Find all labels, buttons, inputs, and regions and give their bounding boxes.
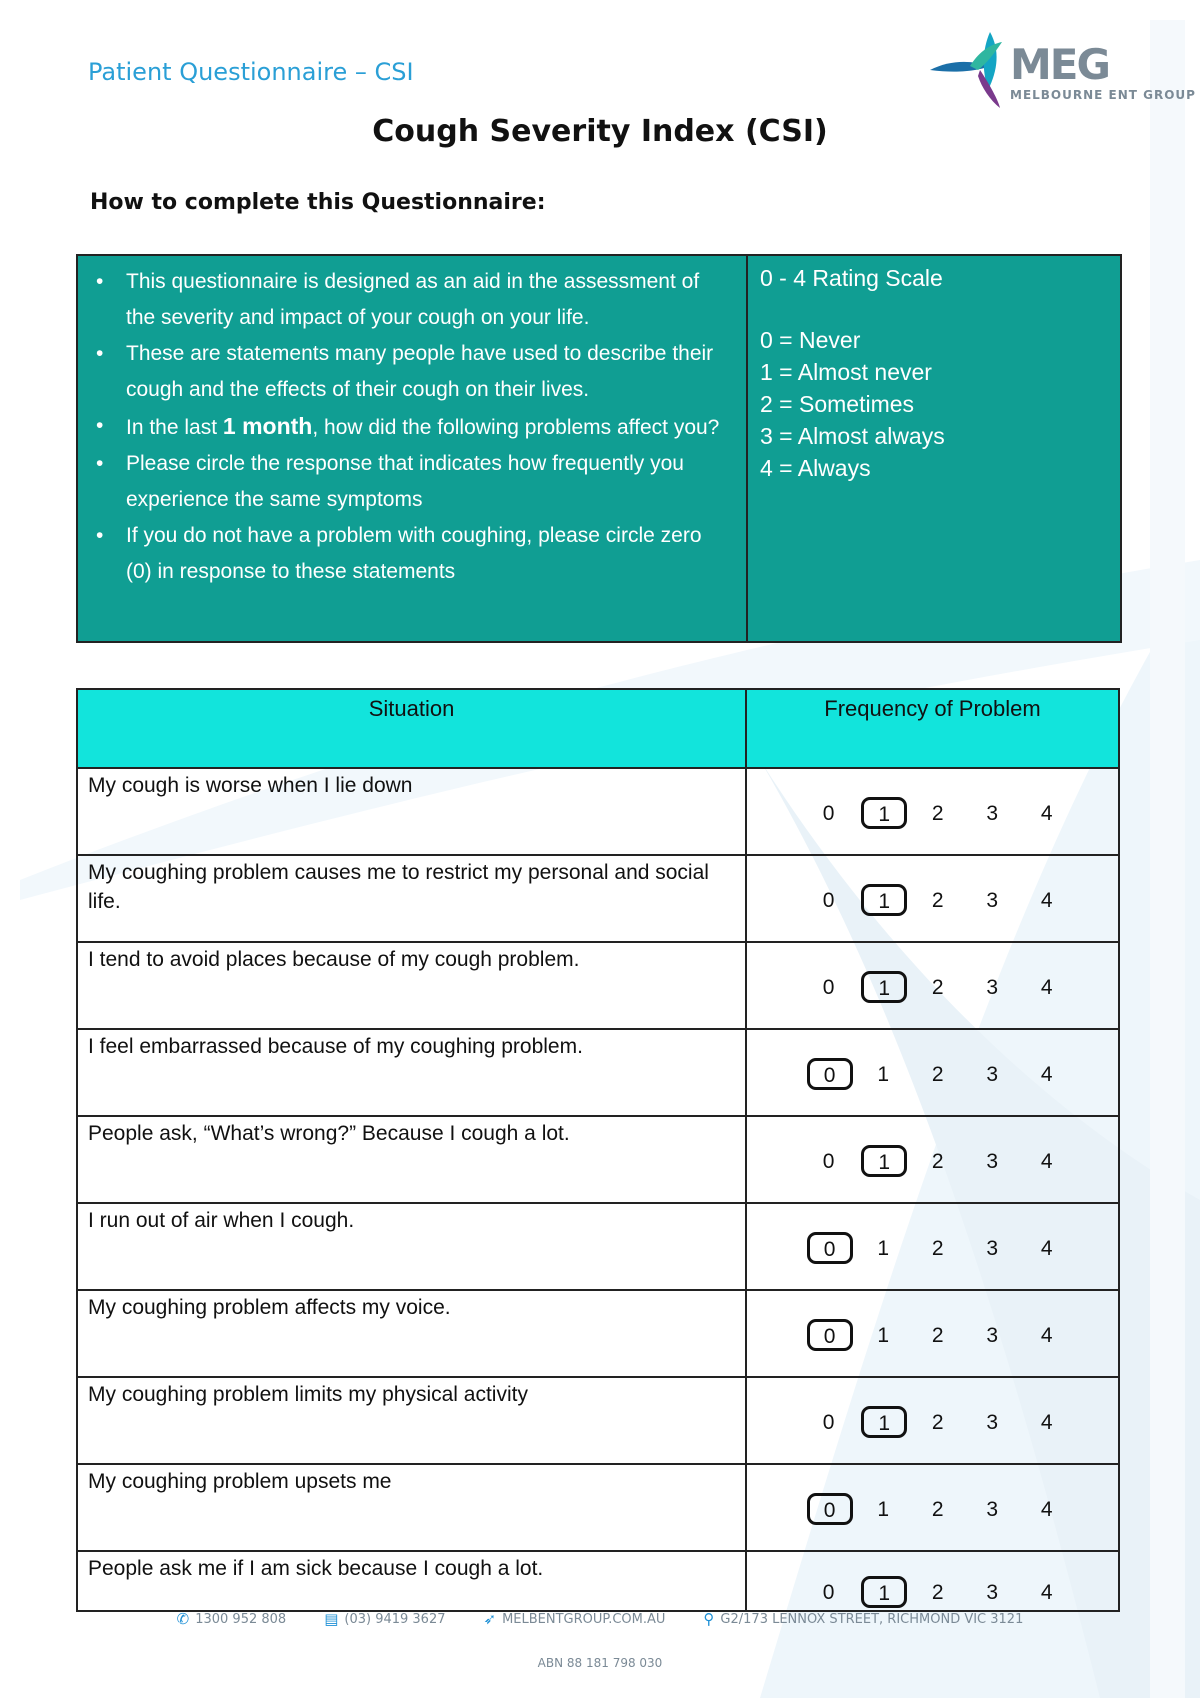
rating-scale-item: 0 = Never (760, 327, 861, 353)
option-1-circled[interactable]: 1 (861, 884, 907, 916)
frequency-cell (746, 1203, 1119, 1290)
option-4[interactable]: 4 (1040, 1581, 1053, 1604)
instruction-item: • If you do not have a problem with coughing, please circle zero (0) in response to these statements (126, 518, 728, 590)
table-row (77, 1203, 1119, 1290)
instructions-panel (76, 254, 1122, 643)
fax-icon: ▤ (324, 1610, 339, 1628)
option-1-circled[interactable]: 1 (861, 971, 907, 1003)
instruction-item: • This questionnaire is designed as an aid in the assessment of the severity and impact of your cough on your life. (126, 264, 728, 336)
option-3[interactable]: 3 (986, 1063, 999, 1086)
frequency-cell (746, 1290, 1119, 1377)
option-3[interactable]: 3 (986, 802, 999, 825)
situation-cell: People ask, “What’s wrong?” Because I cough a lot. (77, 1116, 746, 1203)
table-row (77, 855, 1119, 942)
option-3[interactable]: 3 (986, 1581, 999, 1604)
option-4[interactable]: 4 (1040, 1063, 1053, 1086)
situation-cell: My coughing problem limits my physical activity (77, 1377, 746, 1464)
frequency-cell (746, 1464, 1119, 1551)
option-4[interactable]: 4 (1040, 1324, 1053, 1347)
table-header-row (77, 689, 1119, 768)
rating-scale-item: 4 = Always (760, 455, 871, 481)
option-3[interactable]: 3 (986, 1150, 999, 1173)
situation-cell: My cough is worse when I lie down (77, 768, 746, 855)
table-row (77, 1290, 1119, 1377)
situation-cell: I run out of air when I cough. (77, 1203, 746, 1290)
option-4[interactable]: 4 (1040, 802, 1053, 825)
instructions-list (92, 264, 728, 590)
option-4[interactable]: 4 (1040, 1411, 1053, 1434)
hummingbird-logo-icon (930, 30, 1010, 110)
option-3[interactable]: 3 (986, 976, 999, 999)
option-3[interactable]: 3 (986, 1324, 999, 1347)
option-2[interactable]: 2 (931, 802, 944, 825)
frequency-header: Frequency of Problem (746, 689, 1119, 768)
rating-scale-title: 0 - 4 Rating Scale (760, 265, 943, 291)
option-0-circled[interactable]: 0 (807, 1319, 853, 1351)
option-3[interactable]: 3 (986, 1237, 999, 1260)
situation-cell: People ask me if I am sick because I cough a lot. (77, 1551, 746, 1611)
frequency-cell (746, 1551, 1119, 1611)
option-0[interactable]: 0 (822, 976, 835, 999)
frequency-cell (746, 1116, 1119, 1203)
option-4[interactable]: 4 (1040, 1237, 1053, 1260)
option-1-circled[interactable]: 1 (861, 1406, 907, 1438)
option-2[interactable]: 2 (931, 1063, 944, 1086)
location-pin-icon: ⚲ (703, 1610, 715, 1628)
option-2[interactable]: 2 (931, 976, 944, 999)
option-1-circled[interactable]: 1 (861, 1576, 907, 1608)
option-4[interactable]: 4 (1040, 1150, 1053, 1173)
option-2[interactable]: 2 (931, 1581, 944, 1604)
option-2[interactable]: 2 (931, 1411, 944, 1434)
phone-icon: ✆ (176, 1610, 190, 1628)
table-row (77, 1377, 1119, 1464)
footer-phone (177, 1610, 287, 1628)
option-0[interactable]: 0 (822, 1581, 835, 1604)
instruction-emphasis: 1 month (222, 413, 313, 439)
logo-wordmark: MEG (1010, 40, 1109, 89)
situation-header: Situation (77, 689, 746, 768)
frequency-cell (746, 942, 1119, 1029)
rating-scale-item: 2 = Sometimes (760, 391, 915, 417)
footer-address (703, 1610, 1023, 1628)
option-0-circled[interactable]: 0 (807, 1232, 853, 1264)
logo (930, 30, 1196, 115)
option-3[interactable]: 3 (986, 889, 999, 912)
rating-scale-item: 3 = Almost always (760, 423, 945, 449)
situation-cell: I tend to avoid places because of my cough problem. (77, 942, 746, 1029)
frequency-cell (746, 1377, 1119, 1464)
address-text: G2/173 LENNOX STREET, RICHMOND VIC 3121 (720, 1611, 1024, 1627)
situation-cell: I feel embarrassed because of my coughing problem. (77, 1029, 746, 1116)
instruction-item: • Please circle the response that indicates how frequently you experience the same symptoms (126, 446, 728, 518)
instruction-item: • In the last 1 month, how did the following problems affect you? (126, 408, 728, 446)
header-title: Patient Questionnaire – CSI (88, 58, 414, 86)
option-0-circled[interactable]: 0 (807, 1058, 853, 1090)
situation-cell: My coughing problem upsets me (77, 1464, 746, 1551)
option-3[interactable]: 3 (986, 1498, 999, 1521)
questionnaire-rows (77, 768, 1119, 1611)
option-1-circled[interactable]: 1 (861, 1145, 907, 1177)
table-row (77, 1029, 1119, 1116)
instructions-list-cell (78, 256, 748, 641)
option-0[interactable]: 0 (822, 1150, 835, 1173)
option-1[interactable]: 1 (877, 1324, 889, 1347)
option-3[interactable]: 3 (986, 1411, 999, 1434)
send-icon: ➶ (483, 1610, 497, 1628)
footer-fax (324, 1610, 445, 1628)
frequency-cell (746, 768, 1119, 855)
table-row (77, 768, 1119, 855)
option-1[interactable]: 1 (877, 1063, 889, 1086)
option-1[interactable]: 1 (877, 1237, 889, 1260)
abn-number: ABN 88 181 798 030 (537, 1656, 663, 1670)
option-2[interactable]: 2 (931, 1498, 944, 1521)
table-row (77, 1551, 1119, 1611)
situation-cell: My coughing problem affects my voice. (77, 1290, 746, 1377)
table-row (77, 1116, 1119, 1203)
rating-scale-item: 1 = Almost never (760, 359, 932, 385)
table-row (77, 1464, 1119, 1551)
frequency-cell (746, 855, 1119, 942)
option-2[interactable]: 2 (931, 1150, 944, 1173)
option-1-circled[interactable]: 1 (861, 797, 907, 829)
option-0-circled[interactable]: 0 (807, 1493, 853, 1525)
footer (0, 1610, 1200, 1628)
table-row (77, 942, 1119, 1029)
phone-number: 1300 952 808 (195, 1611, 287, 1627)
option-2[interactable]: 2 (931, 1237, 944, 1260)
option-2[interactable]: 2 (931, 889, 944, 912)
option-0[interactable]: 0 (822, 802, 835, 825)
website-link[interactable]: MELBENTGROUP.COM.AU (502, 1611, 666, 1627)
fax-number: (03) 9419 3627 (344, 1611, 446, 1627)
frequency-cell (746, 1029, 1119, 1116)
logo-subtitle: MELBOURNE ENT GROUP (1010, 88, 1196, 102)
instructions-heading: How to complete this Questionnaire: (90, 190, 546, 215)
questionnaire-table (76, 688, 1120, 1612)
option-2[interactable]: 2 (931, 1324, 944, 1347)
option-4[interactable]: 4 (1040, 889, 1053, 912)
option-4[interactable]: 4 (1040, 976, 1053, 999)
rating-scale-list (760, 324, 1108, 484)
rating-scale-cell (748, 256, 1120, 641)
option-1[interactable]: 1 (877, 1498, 889, 1521)
option-0[interactable]: 0 (822, 1411, 835, 1434)
instruction-item: • These are statements many people have used to describe their cough and the effects of their cough on their lives. (126, 336, 728, 408)
footer-website (484, 1610, 666, 1628)
situation-cell: My coughing problem causes me to restrict my personal and social life. (77, 855, 746, 942)
option-4[interactable]: 4 (1040, 1498, 1053, 1521)
option-0[interactable]: 0 (822, 889, 835, 912)
page-title: Cough Severity Index (CSI) (372, 114, 828, 149)
